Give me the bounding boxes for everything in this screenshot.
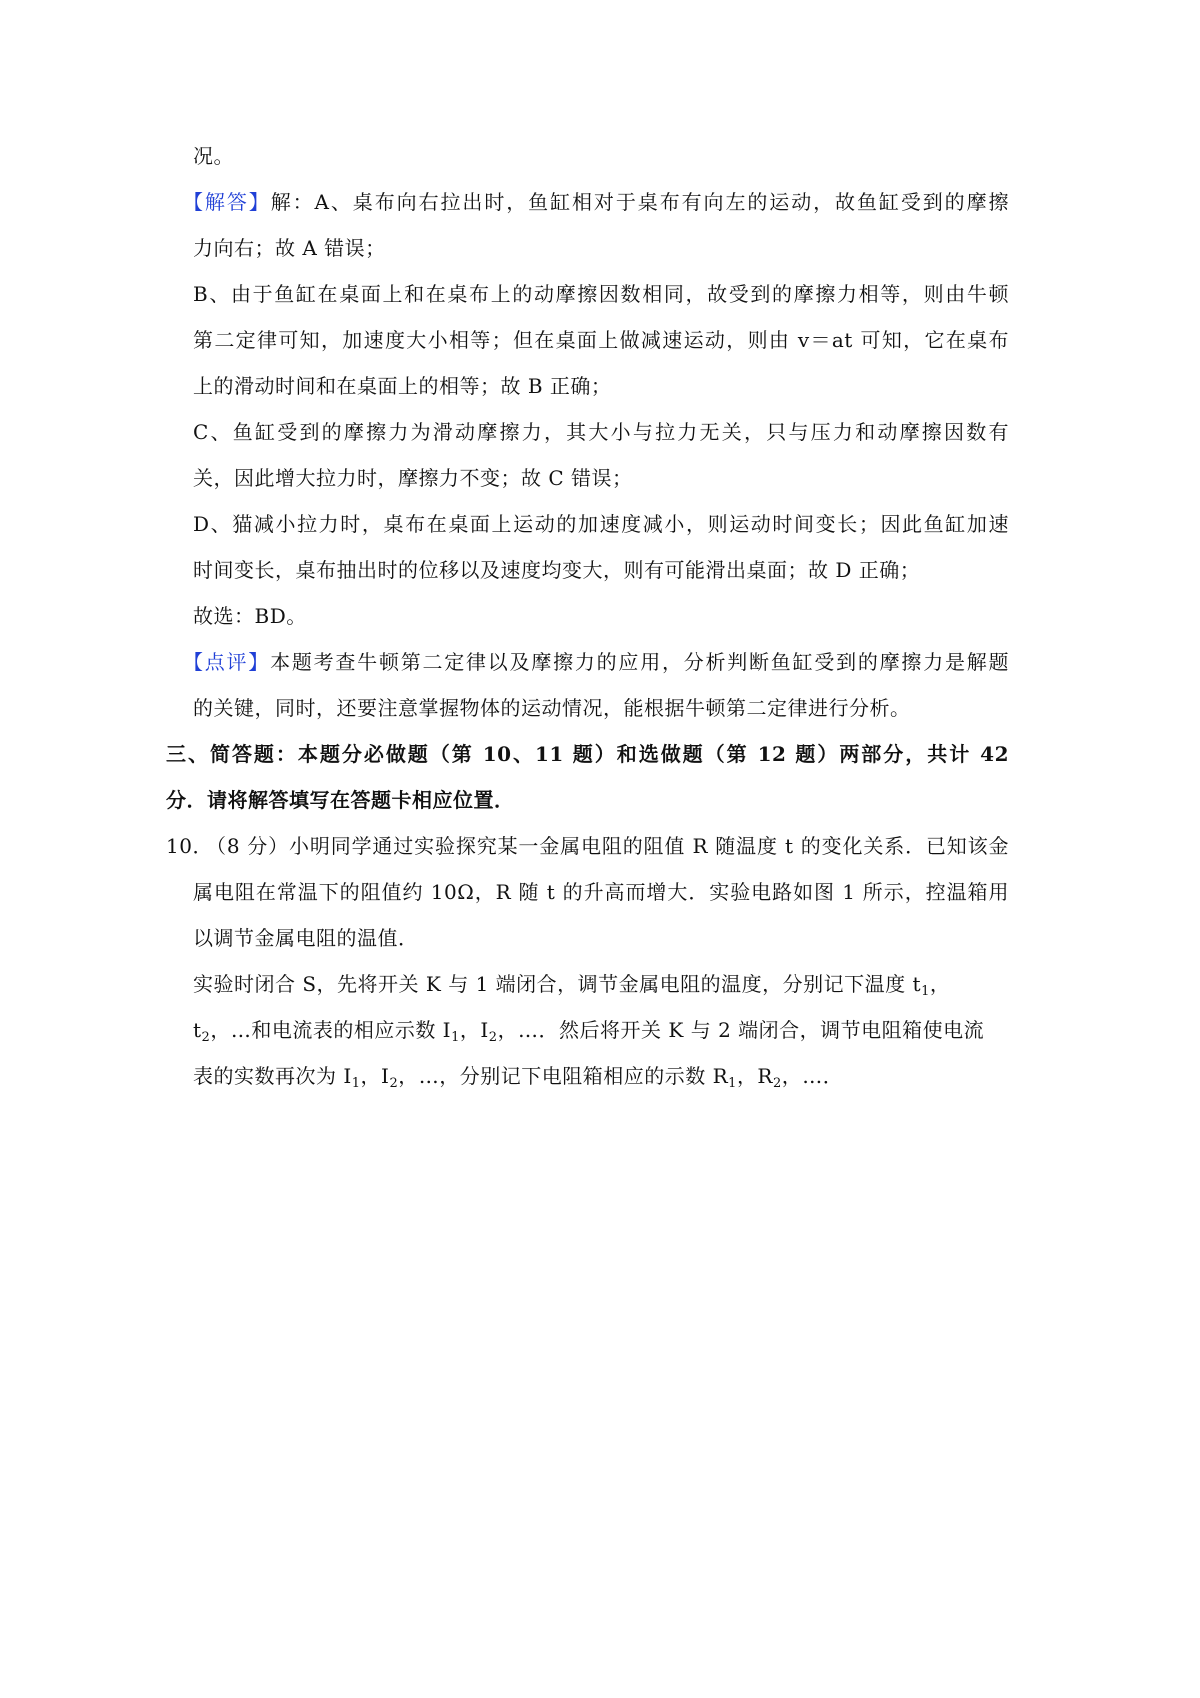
procedure-line2-t: t	[193, 1018, 202, 1042]
procedure-line3-sep1: ，I	[360, 1064, 390, 1088]
procedure-line1-text: 实验时闭合 S，先将开关 K 与 1 端闭合，调节金属电阻的温度，分别记下温度 t	[193, 972, 922, 996]
procedure-line2-sep: ，I	[459, 1018, 489, 1042]
subscript: 1	[451, 1030, 460, 1045]
answer-a-text: 解：A、桌布向右拉出时，鱼缸相对于桌布有向左的运动，故鱼缸受到的摩擦	[270, 190, 1009, 214]
answer-label: 【解答】	[183, 190, 271, 214]
procedure-line3-mid: ，…，分别记下电阻箱相应的示数 R	[398, 1064, 729, 1088]
answer-choice: 故选：BD。	[193, 604, 307, 628]
answer-paragraph-a-line2: 力向右；故 A 错误；	[193, 236, 386, 260]
procedure-line3-end: ，…．	[781, 1064, 844, 1088]
question-number: 10．	[166, 834, 213, 858]
subscript: 2	[488, 1030, 498, 1045]
procedure-line2-end: ，…．然后将开关 K 与 2 端闭合，调节电阻箱使电流	[497, 1018, 985, 1042]
procedure-line3	[193, 1062, 843, 1090]
subscript: 1	[728, 1076, 737, 1091]
procedure-line1-end: ，	[929, 972, 951, 996]
subscript: 1	[921, 984, 930, 999]
section-heading-line2: 分．请将解答填写在答题卡相应位置．	[166, 788, 515, 812]
answer-paragraph-b-line1: B、由于鱼缸在桌面上和在桌布上的动摩擦因数相同，故受到的摩擦力相等，则由牛顿	[193, 282, 1009, 306]
comment-paragraph-line2: 的关键，同时，还要注意掌握物体的运动情况，能根据牛顿第二定律进行分析。	[193, 696, 911, 720]
analysis-continuation: 况。	[193, 144, 234, 168]
procedure-line1	[193, 970, 950, 998]
answer-paragraph-d-line2: 时间变长，桌布抽出时的位移以及速度均变大，则有可能滑出桌面；故 D 正确；	[193, 558, 921, 582]
subscript: 2	[389, 1076, 399, 1091]
procedure-line2	[193, 1016, 984, 1044]
answer-paragraph-c-line2: 关，因此增大拉力时，摩擦力不变；故 C 错误；	[193, 466, 633, 490]
question-line3: 以调节金属电阻的温值．	[193, 926, 419, 950]
comment-label: 【点评】	[183, 650, 271, 674]
answer-paragraph-d-line1: D、猫减小拉力时，桌布在桌面上运动的加速度减小，则运动时间变长；因此鱼缸加速	[193, 512, 1009, 536]
answer-paragraph-a-line1	[183, 188, 1009, 216]
section-heading-line1: 三、简答题：本题分必做题（第 10、11 题）和选做题（第 12 题）两部分，共计 42	[166, 742, 1009, 766]
question-line1: （8 分）小明同学通过实验探究某一金属电阻的阻值 R 随温度 t 的变化关系．已知该金	[206, 834, 1009, 858]
answer-paragraph-b-line3: 上的滑动时间和在桌面上的相等；故 B 正确；	[193, 374, 612, 398]
procedure-line2-text: ，…和电流表的相应示数 I	[210, 1018, 452, 1042]
answer-paragraph-b-line2: 第二定律可知，加速度大小相等；但在桌面上做减速运动，则由 v＝at 可知，它在桌布	[193, 328, 1009, 352]
subscript: 1	[351, 1076, 361, 1091]
subscript: 2	[773, 1076, 782, 1091]
question-line2: 属电阻在常温下的阻值约 10Ω，R 随 t 的升高而增大．实验电路如图 1 所示，控温箱用	[193, 880, 1009, 904]
comment-paragraph-line1	[183, 648, 1009, 676]
answer-paragraph-c-line1: C、鱼缸受到的摩擦力为滑动摩擦力，其大小与拉力无关，只与压力和动摩擦因数有	[193, 420, 1009, 444]
procedure-line3-text: 表的实数再次为 I	[193, 1064, 352, 1088]
comment-text: 本题考查牛顿第二定律以及摩擦力的应用，分析判断鱼缸受到的摩擦力是解题	[270, 650, 1010, 674]
subscript: 2	[201, 1030, 211, 1045]
procedure-line3-sep2: ，R	[736, 1064, 773, 1088]
